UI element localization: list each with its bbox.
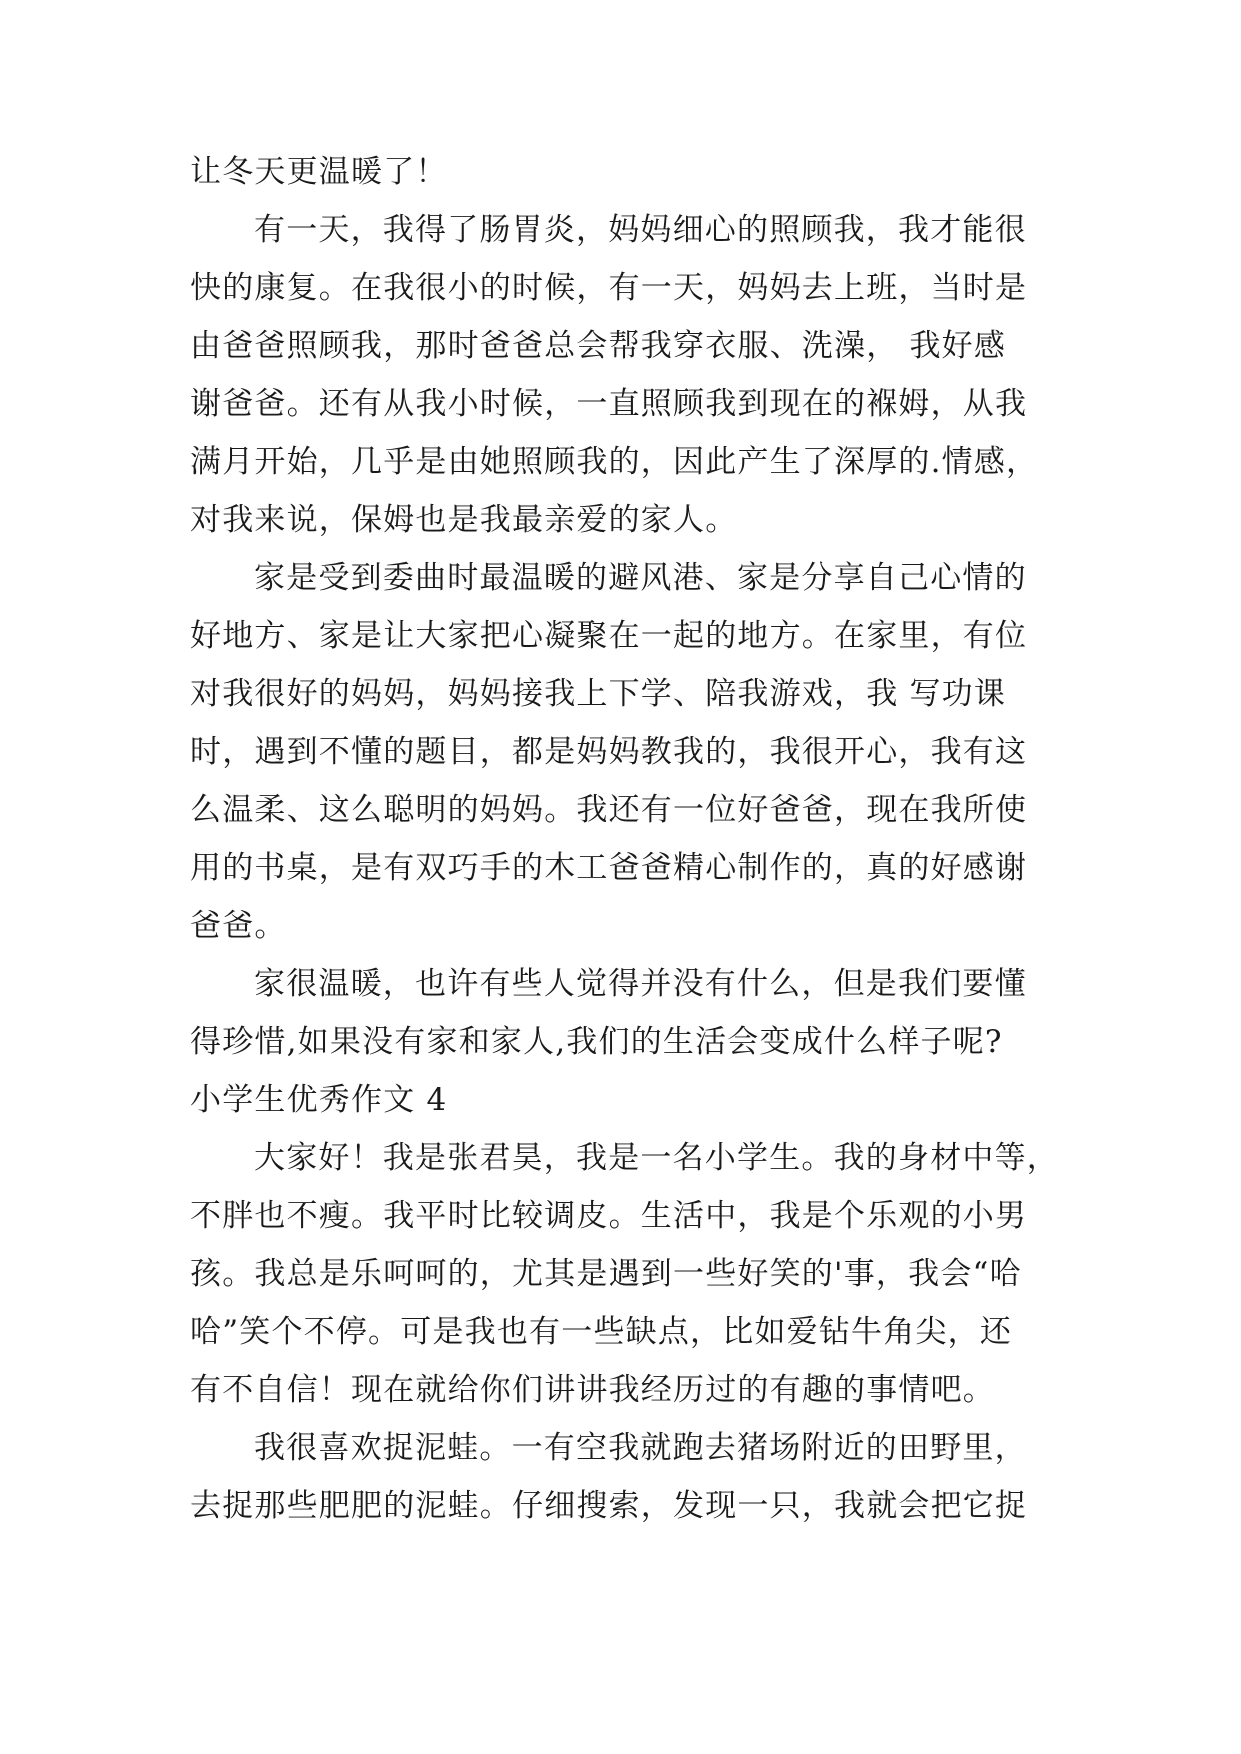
text-line: 去捉那些肥肥的泥蛙。仔细搜索，发现一只，我就会把它捉 bbox=[190, 1488, 1028, 1524]
text-line: 对我来说，保姆也是我最亲爱的家人。 bbox=[190, 502, 738, 538]
text-line: 用的书桌，是有双巧手的木工爸爸精心制作的，真的好感谢 bbox=[190, 850, 1028, 886]
text-line: 孩。我总是乐呵呵的，尤其是遇到一些好笑的'事，我会“哈 bbox=[190, 1256, 1022, 1292]
paragraph-first-line: 大家好！我是张君昊，我是一名小学生。我的身材中等， bbox=[254, 1140, 1059, 1176]
paragraph-first-line: 有一天，我得了肠胃炎，妈妈细心的照顾我，我才能很 bbox=[254, 212, 1027, 248]
text-line: 快的康复。在我很小的时候，有一天，妈妈去上班，当时是 bbox=[190, 270, 1028, 306]
text-line: 有不自信！现在就给你们讲讲我经历过的有趣的事情吧。 bbox=[190, 1372, 995, 1408]
text-line: 满月开始，几乎是由她照顾我的，因此产生了深厚的.情感， bbox=[190, 444, 1039, 480]
text-line: 让冬天更温暖了！ bbox=[190, 154, 448, 190]
text-line: 哈”笑个不停。可是我也有一些缺点，比如爱钻牛角尖，还 bbox=[190, 1314, 1013, 1350]
text-line: 时，遇到不懂的题目，都是妈妈教我的，我很开心，我有这 bbox=[190, 734, 1028, 770]
text-line: 谢爸爸。还有从我小时候，一直照顾我到现在的褓姆，从我 bbox=[190, 386, 1028, 422]
text-line: 好地方、家是让大家把心凝聚在一起的地方。在家里，有位 bbox=[190, 618, 1028, 654]
text-line: 对我很好的妈妈，妈妈接我上下学、陪我游戏，我 写功课 bbox=[190, 676, 1007, 712]
paragraph-first-line: 家是受到委曲时最温暖的避风港、家是分享自己心情的 bbox=[254, 560, 1027, 596]
text-line: 得珍惜,如果没有家和家人,我们的生活会变成什么样子呢? bbox=[190, 1024, 1003, 1060]
paragraph-first-line: 我很喜欢捉泥蛙。一有空我就跑去猪场附近的田野里， bbox=[254, 1430, 1027, 1466]
text-line: 由爸爸照顾我，那时爸爸总会帮我穿衣服、洗澡， 我好感 bbox=[190, 328, 1007, 364]
paragraph-first-line: 家很温暖，也许有些人觉得并没有什么，但是我们要懂 bbox=[254, 966, 1027, 1002]
text-line: 爸爸。 bbox=[190, 908, 287, 944]
text-line: 不胖也不瘦。我平时比较调皮。生活中，我是个乐观的小男 bbox=[190, 1198, 1028, 1234]
text-line: 么温柔、这么聪明的妈妈。我还有一位好爸爸，现在我所使 bbox=[190, 792, 1028, 828]
section-heading: 小学生优秀作文 4 bbox=[190, 1082, 448, 1118]
